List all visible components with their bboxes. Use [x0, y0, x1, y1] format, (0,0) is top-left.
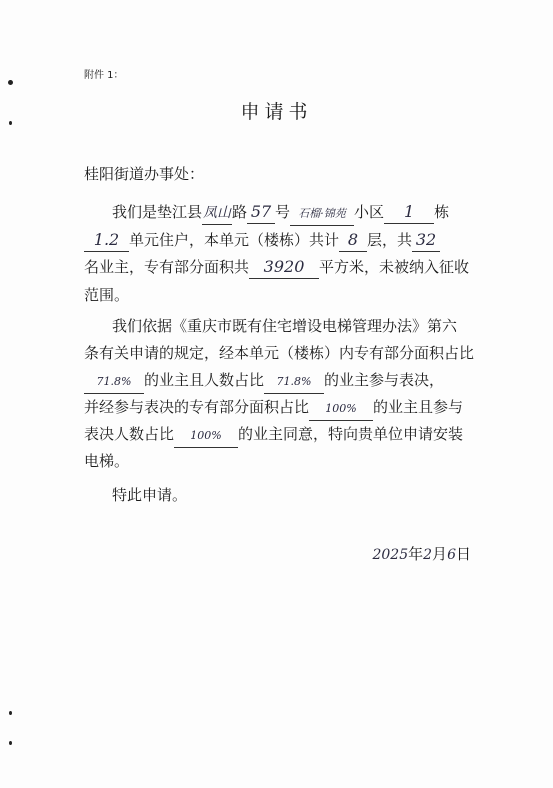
para1-line1: [112, 201, 449, 226]
para1-line2: [84, 229, 440, 252]
date-month-suffix: 月: [432, 545, 448, 563]
date-day-suffix: 日: [455, 545, 471, 563]
unit-field: 1.2: [84, 231, 129, 252]
date-day: 6: [447, 547, 456, 563]
para1-text: 平方米，未被纳入征收: [319, 258, 470, 276]
scan-mark: [9, 711, 12, 715]
para1-line3: [84, 256, 469, 279]
para1-text: 小区: [354, 203, 385, 221]
scan-mark: [9, 121, 12, 125]
voted-people-ratio-field: 100%: [174, 427, 238, 448]
addressee: 桂阳街道办事处：: [84, 165, 205, 183]
people-ratio-field: 71.8%: [264, 373, 324, 394]
para2-line3: [84, 369, 444, 394]
para1-text: 路: [232, 203, 248, 221]
house-number-field: 57: [247, 203, 275, 224]
para2-line6: 电梯。: [84, 452, 130, 470]
scan-mark: [9, 741, 12, 745]
para1-text: 名业主，专有部分面积共: [84, 258, 250, 276]
community-field: 石榴·锦苑: [290, 205, 354, 226]
road-name-field: 凤山: [202, 204, 232, 225]
date-year-suffix: 年: [408, 545, 424, 563]
area-field: 3920: [249, 258, 319, 279]
date-month: 2: [423, 547, 433, 563]
para2-text: 的业主参与表决，: [324, 371, 445, 389]
building-field: 1: [384, 203, 434, 224]
para1-text: 我们是垫江县: [112, 203, 203, 221]
attachment-label: 附件 1：: [84, 70, 124, 81]
para1-line4: 范围。: [84, 286, 130, 304]
para1-text: 单元住户，本单元（楼栋）共计: [129, 231, 340, 249]
application-date: [372, 543, 471, 564]
para2-text: 表决人数占比: [84, 425, 175, 443]
para2-line4: [84, 396, 463, 421]
area-ratio-field: 71.8%: [84, 373, 144, 394]
page-title: 申请书: [240, 101, 313, 123]
scan-mark: [8, 80, 13, 85]
date-year: 2025: [372, 547, 409, 563]
para2-text: 的业主且参与: [373, 398, 464, 416]
para2-text: 并经参与表决的专有部分面积占比: [84, 398, 310, 416]
closing: 特此申请。: [112, 486, 188, 504]
para2-line2: 条有关申请的规定，经本单元（楼栋）内专有部分面积占比: [84, 344, 475, 362]
para2-text: 的业主同意，特向贵单位申请安装: [238, 425, 464, 443]
para2-line5: [84, 423, 463, 448]
para2-text: 的业主且人数占比: [144, 371, 265, 389]
para2-line1: 我们依据《重庆市既有住宅增设电梯管理办法》第六: [112, 317, 458, 335]
para1-text: 号: [275, 203, 291, 221]
floors-field: 8: [339, 231, 367, 252]
voted-area-ratio-field: 100%: [309, 400, 373, 421]
owners-field: 32: [412, 231, 440, 252]
para1-text: 栋: [434, 203, 450, 221]
para1-text: 层，共: [367, 231, 413, 249]
